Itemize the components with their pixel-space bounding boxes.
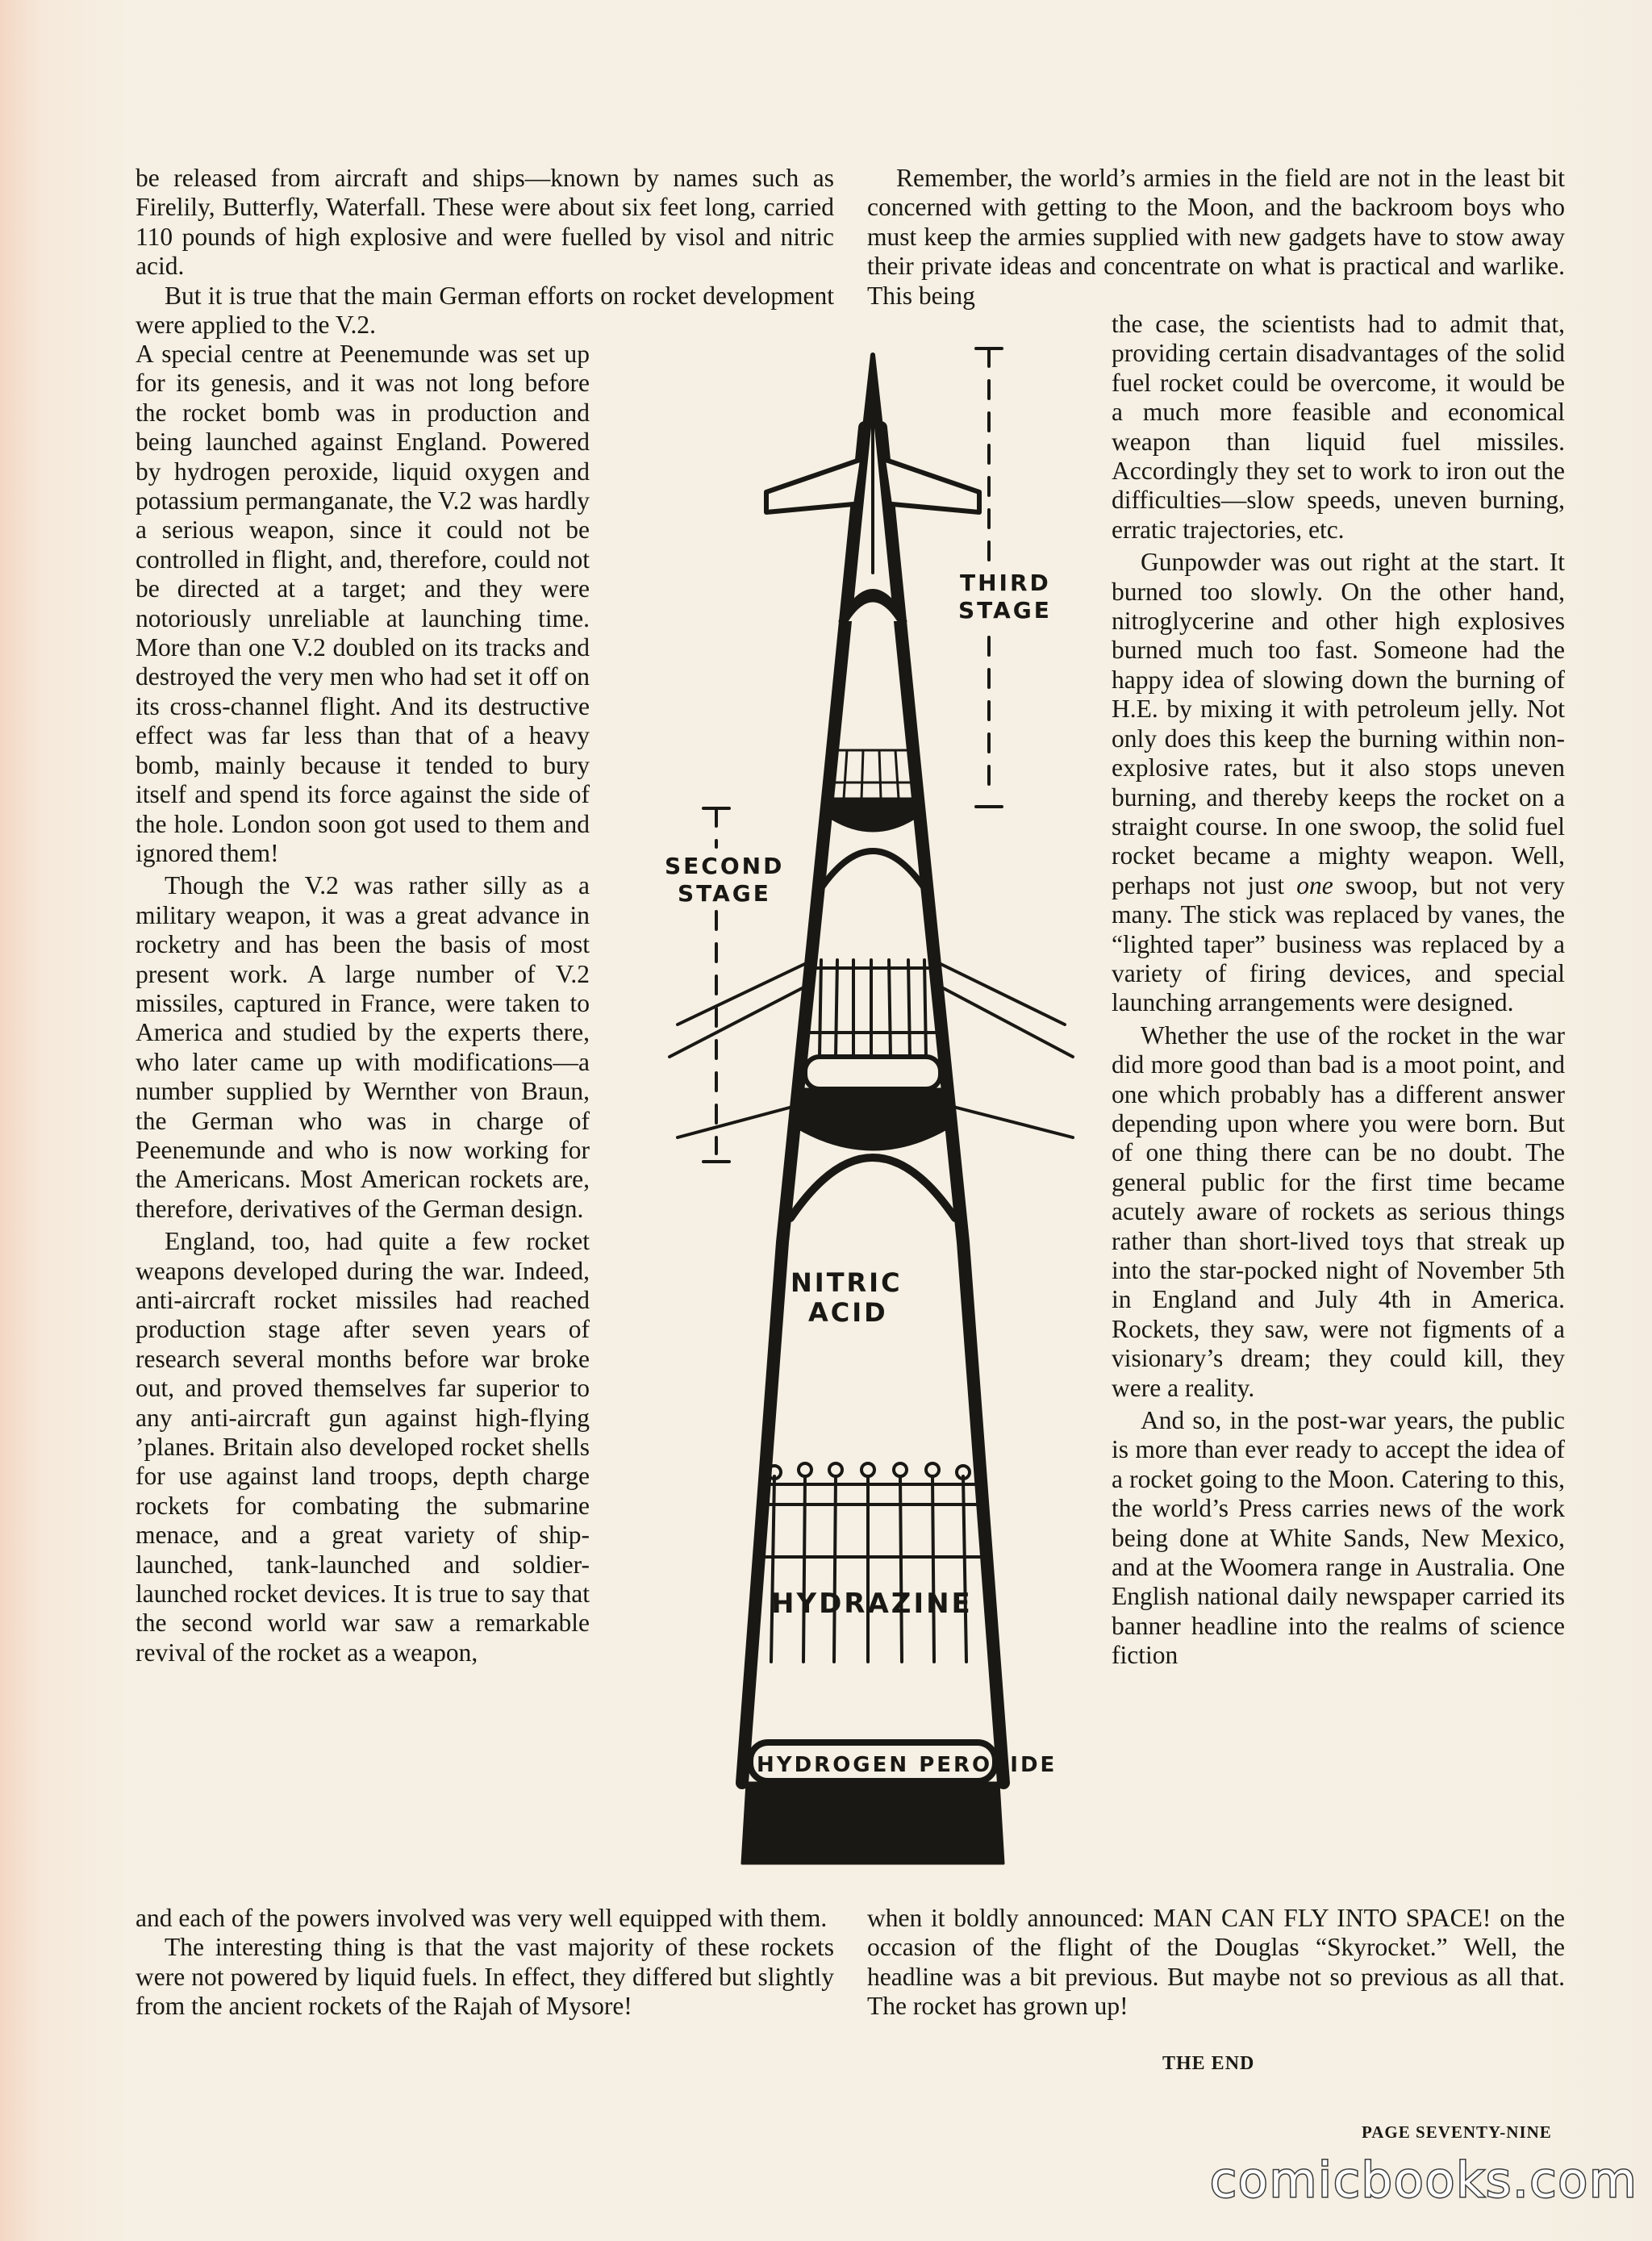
emphasis: one <box>1296 870 1333 899</box>
mid-fin-left <box>670 960 813 1057</box>
paragraph: A special centre at Peenemunde was set up for its genesis, and it was not long before the rocket bomb was in production and being launched against England. Powered by hydrogen peroxide, liquid oxygen and potassium permanganate, the V.2 was hardly a serious weapon, since it could not be controlled in flight, and, therefore, could not be directed at a target; and they were notoriously unreliable at launching time. More than one V.2 doubled on its tracks and destroyed the very men who had set it off on its cross-channel flight. And its destructive effect was far less than that of a heavy bomb, mainly because it tended to bury itself and spend its force against the side of the hole. London soon got used to them and ignored them! <box>136 340 590 867</box>
paragraph: The interesting thing is that the vast majority of these rockets were not powered by liquid fuels. In effect, they differed but slightly from the ancient rockets of the Rajah of Mysore! <box>136 1933 834 2021</box>
the-end: THE END <box>1162 2053 1255 2074</box>
third-stage-tubes <box>826 750 920 799</box>
label-hydrogen-peroxide: HYDROGEN PEROXIDE <box>757 1753 1058 1777</box>
headline-quote: MAN CAN FLY INTO SPACE! <box>1153 1904 1491 1932</box>
paragraph: England, too, had quite a few rocket weapons developed during the war. Indeed, anti-aircraft rocket missiles had reached production stage after seven years of research several months before war broke out, and proved themselves far superior to any anti-aircraft gun against high-flying ’planes. Britain also developed rocket shells for use against land troops, depth charge rockets for combating the submarine menace, and a great variety of ship-launched, tank-launched and soldier-launched rocket devices. It is true to say that the second world war saw a remarkable revival of the rocket as a weapon, <box>136 1227 590 1667</box>
second-stage-dome <box>816 851 929 895</box>
first-stage-tubes <box>758 1463 987 1662</box>
page-number: PAGE SEVENTY-NINE <box>1362 2122 1552 2142</box>
first-stage-dome <box>791 1158 955 1218</box>
paragraph: And so, in the post-war years, the public is more than ever ready to accept the idea of a rocket going to the Moon. Catering to this, the world’s Press carries news of the work being done at White Sands, New Mexico, and at the Woomera range in Australia. One English national daily newspaper carried its banner headline into the realms of science fiction <box>1112 1406 1565 1670</box>
paragraph: Remember, the world’s armies in the field are not in the least bit concerned with getting to the Moon, and the backroom boys who must keep the armies supplied with new gadgets have to stow away their private ideas and concentrate on what is practical and warlike. This being <box>867 164 1565 310</box>
paragraph: But it is true that the main German efforts on rocket development were applied to the V.2. <box>136 281 834 340</box>
label-third-stage: STAGE <box>958 597 1052 624</box>
right-column-bottom <box>867 1904 1565 2022</box>
paragraph: when it boldly announced: MAN CAN FLY INTO SPACE! on the occasion of the flight of the Douglas “Skyrocket.” Well, the headline was a bit previous. But maybe not so previous as all that. The rocket has grown up! <box>867 1904 1566 2021</box>
top-fin-left <box>766 460 860 512</box>
third-stage-nozzles <box>826 799 920 831</box>
left-column-narrow <box>136 340 590 1667</box>
left-column-bottom <box>136 1904 834 2022</box>
label-nitric-acid: NITRIC <box>791 1267 903 1298</box>
first-stage-nozzles <box>742 1783 1003 1863</box>
mid-fin-right <box>932 960 1073 1057</box>
label-third-stage: THIRD <box>960 570 1051 596</box>
label-hydrazine: HYDRAZINE <box>771 1588 973 1620</box>
left-column-top <box>136 164 834 340</box>
top-fin-right <box>886 460 979 512</box>
right-column-narrow <box>1112 310 1565 1671</box>
second-stage-nozzles <box>800 1089 945 1150</box>
paragraph: Whether the use of the rocket in the war did more good than bad is a moot point, and one which probably has a different answer depending upon where you were born. But of one thing there can be no doubt. The general public for the first time became acutely aware of rockets as serious things rather than short-lived toys that streak up into the star-pocked night of November 5th in England and July 4th in America. Rockets, they saw, were not figments of a visionary’s dream; they could kill, they were a reality. <box>1112 1020 1565 1402</box>
label-nitric-acid: ACID <box>808 1297 888 1328</box>
paragraph: the case, the scientists had to admit that, providing certain disadvantages of the solid fuel rocket could be overcome, it would be a much more feasible and economical weapon than liquid fuel missiles. Accordingly they set to work to iron out the difficulties—slow speeds, uneven burning, erratic trajectories, etc. <box>1112 310 1565 544</box>
paragraph: Gunpowder was out right at the start. It burned too slowly. On the other hand, nitroglycerine and other high explosives burned much too fast. Someone had the happy idea of slowing down the burning of H.E. by mixing it with petroleum jelly. Not only does this keep the burning within non-explosive rates, but it also stops uneven burning, and thereby keeps the rocket on a straight course. In one swoop, the solid fuel rocket became a mighty weapon. Well, perhaps not just one swoop, but not very many. The stick was replaced by vanes, the “lighted taper” business was replaced by a variety of firing devices, and special launching arrangements were designed. <box>1112 548 1565 1017</box>
rocket-diagram <box>629 331 1113 1912</box>
second-stage-tubes <box>805 960 941 1089</box>
label-second-stage: SECOND <box>665 853 785 879</box>
watermark-logo: comicbooks.com <box>1210 2152 1638 2209</box>
right-column-top <box>867 164 1565 311</box>
paragraph: Though the V.2 was rather silly as a military weapon, it was a great advance in rocketry and has been the basis of most present work. A large number of V.2 missiles, captured in France, were taken to America and studied by the experts there, who later came up with modifications—a number supplied by Wernther von Braun, the German who was in charge of Peenemunde and who is now working for the Americans. Most American rockets are, therefore, derivatives of the German design. <box>136 871 590 1223</box>
label-second-stage: STAGE <box>678 880 771 907</box>
paragraph: and each of the powers involved was very well equipped with them. <box>136 1904 828 1932</box>
paragraph: be released from aircraft and ships—known by names such as Firelily, Butterfly, Waterfall. These were about six feet long, carried 110 pounds of high explosive and were fuelled by visol and nitric acid. <box>136 164 834 281</box>
